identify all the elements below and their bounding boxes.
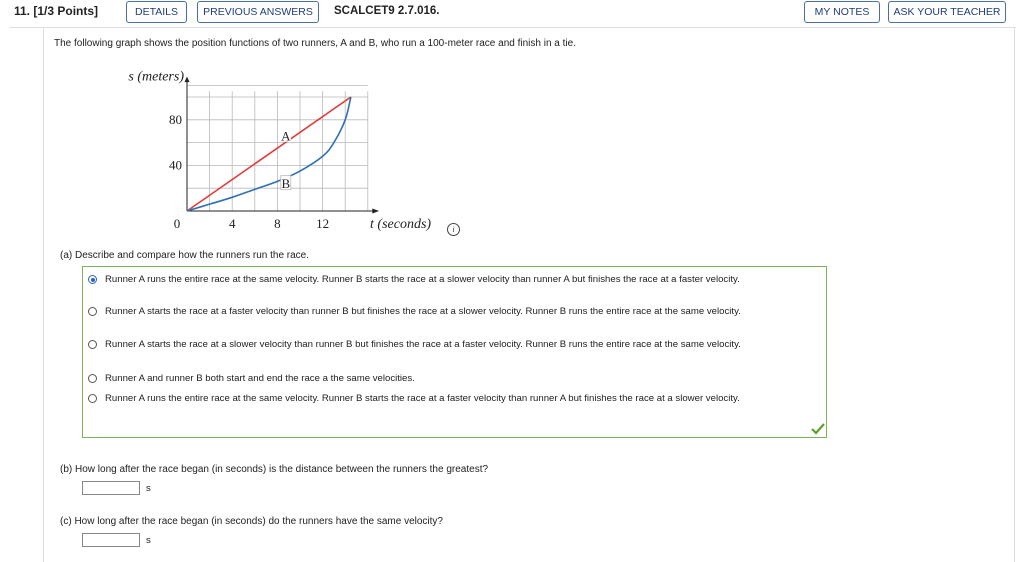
- position-graph: [100, 62, 470, 242]
- part-c-input[interactable]: [82, 533, 140, 547]
- answer-box-a: [82, 266, 827, 438]
- radio-button[interactable]: [88, 275, 97, 284]
- left-border: [43, 28, 44, 562]
- series-line-a: [187, 97, 351, 211]
- part-b-question: (b) How long after the race began (in seconds) is the distance between the runners the greatest?: [60, 464, 489, 475]
- answer-option-label: Runner A runs the entire race at the same velocity. Runner B starts the race at a slower velocity than runner A but finishes the race at a faster velocity.: [105, 274, 740, 285]
- part-a-question: (a) Describe and compare how the runners run the race.: [60, 250, 310, 261]
- radio-button[interactable]: [88, 340, 97, 349]
- part-c-unit: s: [146, 535, 151, 546]
- x-tick-label: 12: [316, 216, 330, 231]
- details-button[interactable]: DETAILS: [126, 1, 187, 23]
- header-divider: [10, 27, 1016, 28]
- answer-option-label: Runner A runs the entire race at the same velocity. Runner B starts the race at a faster velocity than runner A but finishes the race at a slower velocity.: [105, 393, 740, 404]
- x-axis-label: t (seconds): [370, 217, 432, 232]
- my-notes-button[interactable]: MY NOTES: [804, 1, 880, 23]
- series-label-b: B: [281, 176, 291, 192]
- right-border: [1014, 28, 1015, 562]
- ask-teacher-button[interactable]: ASK YOUR TEACHER: [888, 1, 1006, 23]
- x-tick-label: 0: [173, 216, 181, 231]
- answer-option-label: Runner A and runner B both start and end the race a the same velocities.: [105, 373, 415, 384]
- y-axis-arrow: [185, 76, 190, 82]
- checkmark-icon: [811, 423, 825, 435]
- x-axis-arrow: [372, 209, 379, 214]
- answer-option-label: Runner A starts the race at a slower velocity than runner B but finishes the race at a faster velocity. Runner B runs the entire race at the same velocity.: [105, 339, 741, 350]
- y-axis-label: s (meters): [128, 69, 184, 85]
- radio-button[interactable]: [88, 394, 97, 403]
- x-tick-label: 8: [274, 216, 281, 231]
- y-tick-label: 40: [169, 157, 182, 173]
- part-b-input[interactable]: [82, 481, 140, 495]
- radio-button[interactable]: [88, 307, 97, 316]
- question-intro: The following graph shows the position functions of two runners, A and B, who run a 100-meter race and finish in a tie.: [54, 38, 576, 49]
- part-b-unit: s: [146, 483, 151, 494]
- previous-answers-button[interactable]: PREVIOUS ANSWERS: [197, 1, 319, 23]
- info-icon[interactable]: i: [447, 223, 460, 236]
- radio-button[interactable]: [88, 374, 97, 383]
- series-label-a: A: [281, 128, 291, 144]
- question-header: [0, 0, 1024, 26]
- part-c-question: (c) How long after the race began (in seconds) do the runners have the same velocity?: [60, 516, 443, 527]
- question-number: 11. [1/3 Points]: [14, 4, 99, 18]
- question-id: SCALCET9 2.7.016.: [334, 5, 440, 17]
- answer-option-label: Runner A starts the race at a faster velocity than runner B but finishes the race at a slower velocity. Runner B runs the entire race at the same velocity.: [105, 306, 741, 317]
- y-tick-label: 80: [169, 111, 182, 127]
- x-tick-label: 4: [228, 216, 236, 231]
